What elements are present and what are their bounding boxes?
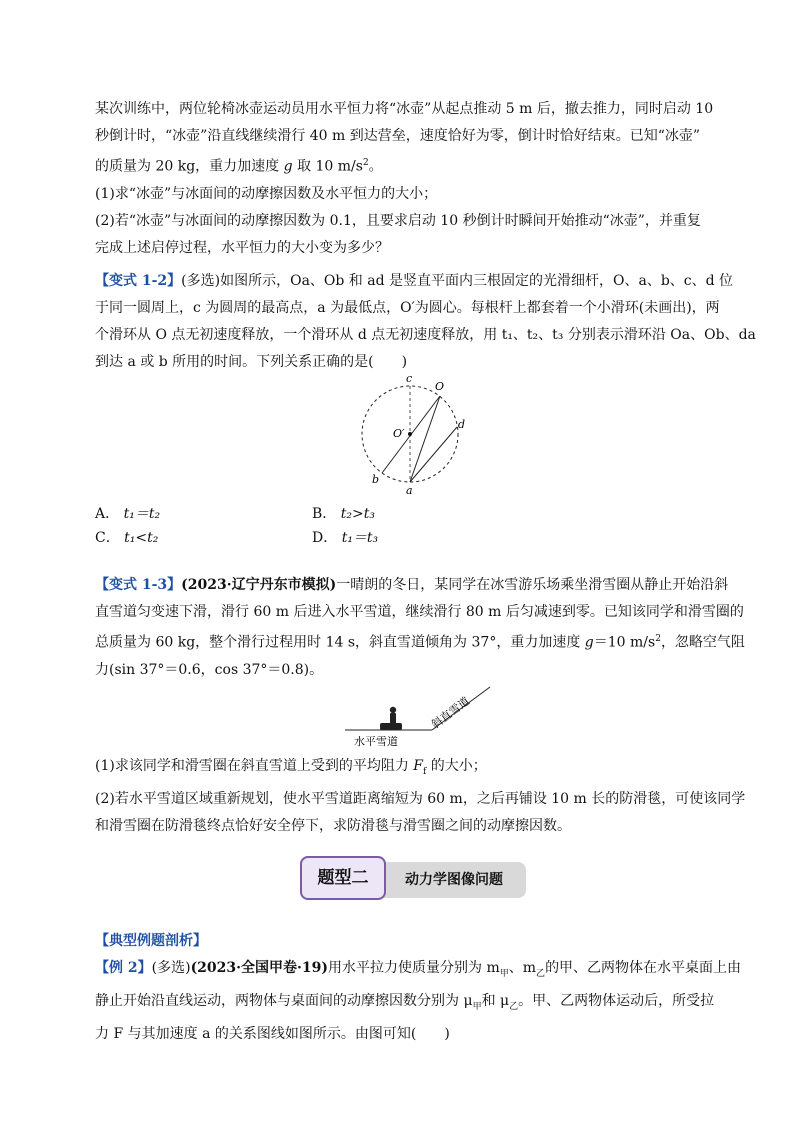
option-expr: t₁<t₂: [124, 530, 159, 546]
subscript: 甲: [472, 1001, 482, 1012]
example-heading-block: [95, 928, 715, 955]
variant-1-2-line-1: [95, 268, 734, 295]
option-expr: t₁＝t₂: [123, 506, 161, 522]
label-flat: 水平雪道: [354, 735, 398, 748]
example-line-2: [95, 988, 715, 1021]
label-O: O: [435, 380, 445, 393]
option-key: A．: [95, 506, 120, 522]
F-symbol: F: [413, 758, 423, 774]
example-line-1: [95, 955, 742, 988]
superscript: 2: [655, 634, 661, 644]
option-key: C．: [95, 530, 120, 546]
example-line-2-c: 。甲、乙两物体运动后，所受拉: [518, 992, 715, 1009]
option-a: [95, 503, 160, 523]
question-1: (1)求“冰壶”与冰面间的动摩擦因数及水平恒力的大小；: [95, 185, 438, 202]
variant-1-3-questions: [95, 753, 746, 840]
intro-line-3-mid: 取 10 m/s: [292, 158, 363, 175]
option-c: [95, 527, 158, 547]
example-line-2-a: 静止开始沿直线运动，两物体与桌面间的动摩擦因数分别为 μ: [95, 992, 473, 1009]
question-2-line-1: (2)若“冰壶”与冰面间的动摩擦因数为 0.1，且要求启动 10 秒倒计时瞬间开始推动“冰壶”，并重复: [95, 212, 701, 229]
variant-1-3-line-3-end: ，忽略空气阻: [660, 634, 745, 651]
option-b: [312, 503, 375, 523]
g-symbol: g: [584, 634, 594, 651]
intro-line-3: [95, 150, 715, 181]
variant-label: 【变式 1-3】: [95, 577, 182, 593]
variant-1-3-text-1: 一晴朗的冬日，某同学在冰雪游乐场乘坐滑雪圈从静止开始沿斜: [336, 577, 729, 593]
variant-1-3-line-1: [95, 572, 729, 599]
subscript: 甲: [499, 968, 509, 979]
section-title: 动力学图像问题: [405, 872, 503, 888]
rod-Oa: [410, 396, 440, 482]
variant-1-2-line-2: 于同一圆周上，c 为圆周的最高点，a 为最低点，O′为圆心。每根杆上都套着一个小滑环(未画出)，两: [95, 300, 720, 316]
label-slope: 斜直雪道: [428, 694, 472, 732]
variant-1-2-text-1: (多选)如图所示，Oa、Ob 和 ad 是竖直平面内三根固定的光滑细杆，O、a、b、c、d 位: [181, 273, 734, 289]
variant-1-2-line-4: 到达 a 或 b 所用的时间。下列关系正确的是( ): [95, 354, 408, 370]
example-2: [95, 955, 742, 1048]
intro-line-1: 某次训练中，两位轮椅冰壶运动员用水平恒力将“冰壶”从起点推动 5 m 后，撤去推力，同时启动 10: [95, 101, 714, 117]
problem-intro: [95, 96, 715, 262]
variant-1-3-line-3-pre: 总质量为 60 kg，整个滑行过程用时 14 s，斜直雪道倾角为 37°，重力加速度: [95, 634, 585, 651]
label-O-prime: O′: [393, 427, 405, 440]
g-symbol: g: [283, 158, 293, 175]
source-tag: (2023·辽宁丹东市模拟): [181, 577, 337, 593]
variant-1-3-q1: [95, 753, 715, 786]
example-label: 【例 2】: [95, 960, 152, 976]
option-key: D．: [312, 530, 338, 546]
example-line-3: 力 F 与其加速度 a 的关系图线如图所示。由图可知( ): [95, 1025, 450, 1042]
example-line-1-b: 用水平拉力使质量分别为 m: [328, 960, 500, 976]
center-point: [408, 432, 412, 436]
question-2-line-2: 完成上述启停过程，水平恒力的大小变为多少？: [95, 239, 389, 256]
option-expr: t₂>t₃: [340, 506, 375, 522]
example-source: (2023·全国甲卷·19): [190, 960, 329, 976]
superscript: 2: [362, 158, 369, 168]
label-b: b: [372, 473, 380, 486]
label-c: c: [406, 372, 413, 385]
example-heading: 【典型例题剖析】: [95, 933, 207, 949]
intro-line-3-pre: 的质量为 20 kg，重力加速度: [95, 158, 284, 175]
section-tag: 题型二: [300, 856, 386, 900]
slope-diagram: [340, 685, 510, 750]
variant-1-3-line-3: [95, 626, 745, 657]
intro-line-2: 秒倒计时，“冰壶”沿直线继续滑行 40 m 到达营垒，速度恰好为零，倒计时恰好结束。已知“冰壶”: [95, 128, 701, 144]
example-line-1-c: 、m: [508, 960, 537, 976]
section-banner: [300, 856, 530, 902]
variant-1-3: [95, 572, 745, 684]
option-d: [312, 527, 378, 547]
rod-ad: [410, 427, 457, 482]
intro-line-3-end: 。: [368, 158, 383, 175]
snow-tube-figure: [380, 707, 402, 730]
example-line-1-d: 的甲、乙两物体在水平桌面上由: [545, 960, 742, 976]
circle-rod-diagram: [355, 372, 475, 497]
label-a: a: [406, 484, 413, 497]
variant-1-3-line-4: 力(sin 37°＝0.6，cos 37°＝0.8)。: [95, 661, 324, 678]
variant-label: 【变式 1-2】: [95, 273, 182, 289]
variant-1-3-line-2: 直雪道匀变速下滑，滑行 60 m 后进入水平雪道，继续滑行 80 m 后匀减速到零。已知该同学和滑雪圈的: [95, 604, 744, 620]
option-key: B．: [312, 506, 337, 522]
q1-pre: (1)求该同学和滑雪圈在斜直雪道上受到的平均阻力: [95, 758, 414, 774]
label-d: d: [458, 418, 466, 431]
variant-1-2: [95, 268, 756, 376]
variant-1-3-q2-line-2: 和滑雪圈在防滑毯终点恰好安全停下，求防滑毯与滑雪圈之间的动摩擦因数。: [95, 817, 571, 834]
example-multi-select: (多选): [151, 960, 191, 976]
q1-post: 的大小；: [426, 758, 487, 774]
subscript: 乙: [509, 1001, 519, 1012]
subscript: 乙: [536, 968, 546, 979]
option-expr: t₁＝t₃: [341, 530, 379, 546]
subscript: f: [423, 766, 427, 777]
variant-1-3-q2-line-1: (2)若水平雪道区域重新规划，使水平雪道距离缩短为 60 m，之后再铺设 10 m 长的防滑毯，可使该同学: [95, 790, 746, 807]
example-line-2-b: 和 μ: [481, 992, 510, 1009]
variant-1-2-line-3: 个滑环从 O 点无初速度释放，一个滑环从 d 点无初速度释放，用 t₁、t₂、t₃ 分别表示滑环沿 Oa、Ob、da: [95, 327, 756, 343]
variant-1-3-line-3-post: ＝10 m/s: [593, 634, 656, 651]
